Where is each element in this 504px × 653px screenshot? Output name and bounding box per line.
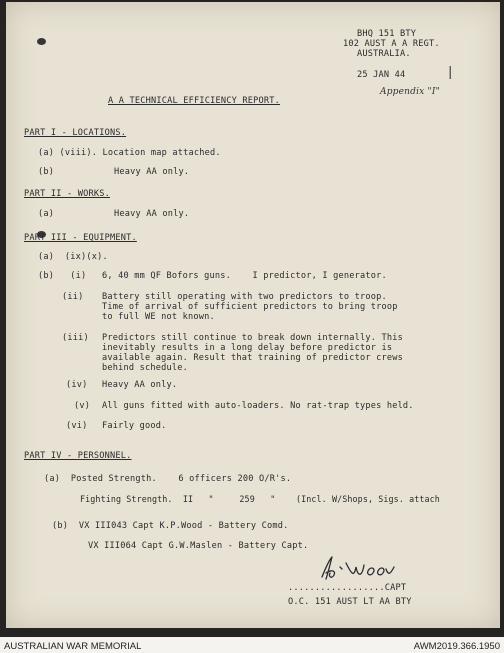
archive-footer xyxy=(0,639,504,653)
part-2-item-a-text: Heavy AA only. xyxy=(114,209,190,219)
part-3-iv-label: (iv) xyxy=(66,380,88,390)
report-title: A A TECHNICAL EFFICIENCY REPORT. xyxy=(108,96,280,106)
part-3-heading: PART III - EQUIPMENT. xyxy=(24,233,137,243)
posted-strength: (a) Posted Strength. 6 officers 200 O/R's. xyxy=(44,474,292,484)
signature-appointment: O.C. 151 AUST LT AA BTY xyxy=(288,597,412,607)
part-1-item-b-label: (b) xyxy=(38,167,55,177)
part-3-ii-label: (ii) xyxy=(62,292,84,302)
part-3-vi-label: (vi) xyxy=(66,421,88,431)
punch-hole xyxy=(37,38,46,45)
signature-image xyxy=(318,553,398,583)
part-3-v-label: (v) xyxy=(74,401,91,411)
unit-line-1: BHQ 151 BTY xyxy=(357,29,417,39)
part-3-iii-line: behind schedule. xyxy=(102,363,188,373)
appendix-annotation: Appendix "I" xyxy=(380,87,440,97)
part-3-v-text: All guns fitted with auto-loaders. No rat-trap types held. xyxy=(102,401,414,411)
battery-commander: (b) VX III043 Capt K.P.Wood - Battery Comd. xyxy=(52,521,289,531)
part-1-heading: PART I - LOCATIONS. xyxy=(24,128,127,138)
part-1-item-a: (a) (viii). Location map attached. xyxy=(38,148,221,158)
unit-line-2: 102 AUST A A REGT. xyxy=(343,39,440,49)
part-2-heading: PART II - WORKS. xyxy=(24,189,110,199)
unit-line-3: AUSTRALIA. xyxy=(357,49,411,59)
part-3-item-b-i: 6, 40 mm QF Bofors guns. I predictor, I generator. xyxy=(102,271,387,281)
battery-captain: VX III064 Capt G.W.Maslen - Battery Capt. xyxy=(88,541,309,551)
part-3-ii-line: to full WE not known. xyxy=(102,312,215,322)
part-1-item-b-text: Heavy AA only. xyxy=(114,167,190,177)
part-3-item-a: (a) (ix)(x). xyxy=(38,252,108,262)
part-3-vi-text: Fairly good. xyxy=(102,421,167,431)
part-3-iii-line: available again. Result that training of predictor crews xyxy=(102,353,403,363)
report-date: 25 JAN 44 xyxy=(357,70,406,80)
part-3-ii-line: Battery still operating with two predictors to troop. xyxy=(102,292,387,302)
part-3-iii-label: (iii) xyxy=(62,333,89,343)
part-3-iv-text: Heavy AA only. xyxy=(102,380,178,390)
annotation-mark: | xyxy=(448,65,453,80)
part-2-item-a-label: (a) xyxy=(38,209,55,219)
fighting-strength: Fighting Strength. II " 259 " (Incl. W/Shops, Sigs. attach xyxy=(80,494,440,504)
part-3-ii-line: Time of arrival of sufficient predictors to bring troop xyxy=(102,302,398,312)
archive-name: AUSTRALIAN WAR MEMORIAL xyxy=(4,641,142,652)
archive-reference: AWM2019.366.1950 xyxy=(413,641,500,652)
part-3-iii-line: Predictors still continue to break down internally. This xyxy=(102,333,403,343)
part-3-item-b-label: (b) (i) xyxy=(38,271,87,281)
part-4-heading: PART IV - PERSONNEL. xyxy=(24,451,132,461)
part-3-iii-line: inevitably results in a long delay before predictor is xyxy=(102,343,393,353)
signature-rank-line: ..................CAPT xyxy=(288,583,407,593)
